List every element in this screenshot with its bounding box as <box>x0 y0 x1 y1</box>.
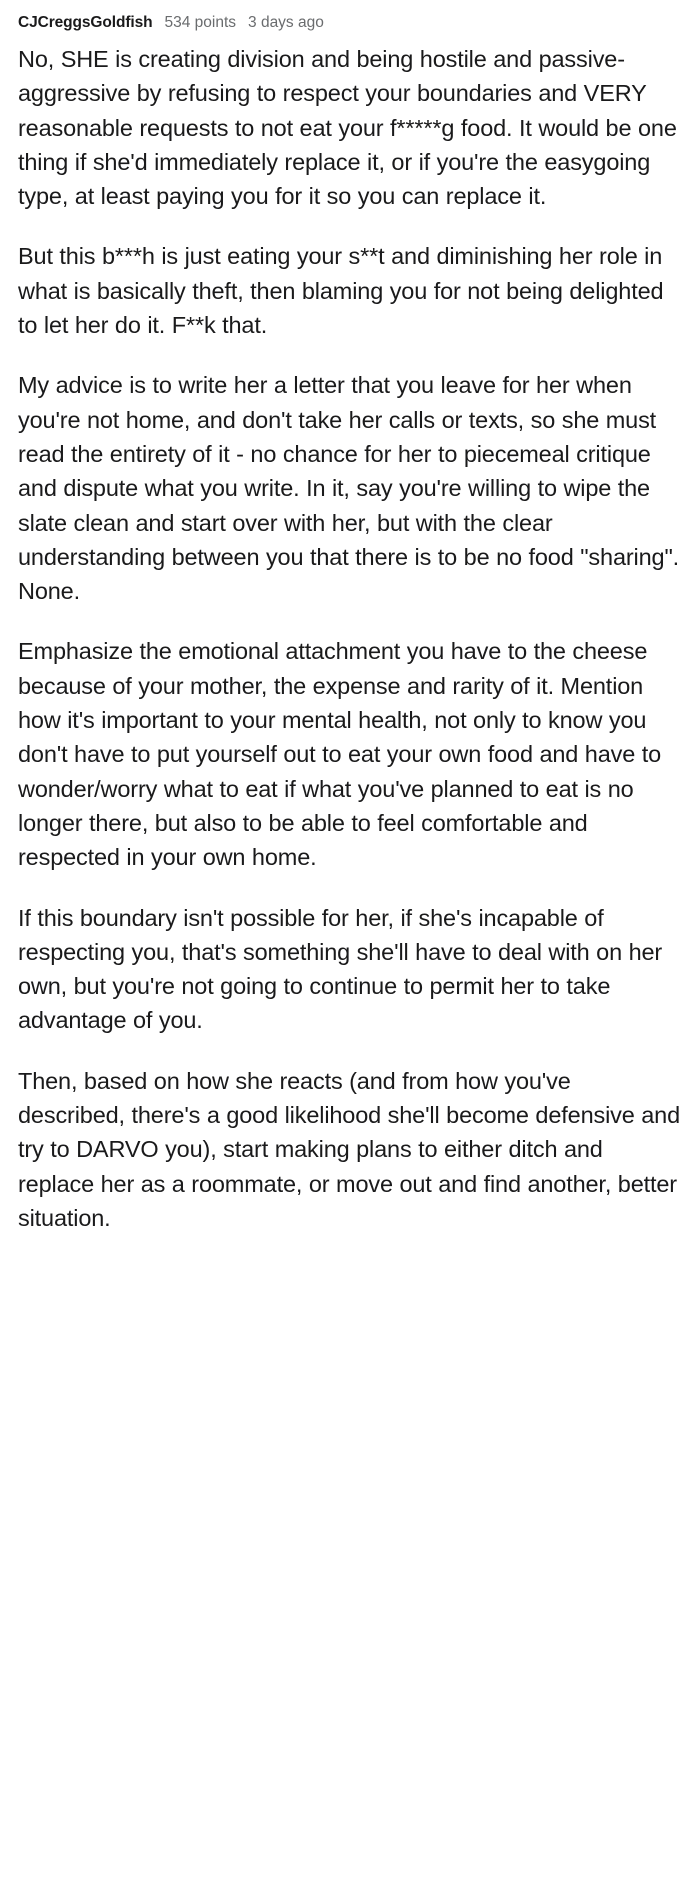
comment-paragraph: No, SHE is creating division and being hostile and passive-aggressive by refusing to respect your boundaries and VERY reasonable requests to not eat your f*****g food. It would be one thing if she'd immediately replace it, or if you're the easygoing type, at least paying you for it so you can replace it. <box>18 46 677 210</box>
comment-author[interactable]: CJCreggsGoldfish <box>18 14 153 31</box>
comment-body <box>18 42 682 1235</box>
comment-header <box>18 14 682 32</box>
comment-paragraph: My advice is to write her a letter that you leave for her when you're not home, and don't take her calls or texts, so she must read the entirety of it - no chance for her to piecemeal critique and dispute what you write. In it, say you're willing to wipe the slate clean and start over with her, but with the clear understanding between you that there is to be no food "sharing". None. <box>18 372 680 605</box>
comment-paragraph: But this b***h is just eating your s**t and diminishing her role in what is basically theft, then blaming you for not being delighted to let her do it. F**k that. <box>18 243 664 339</box>
comment-paragraph: Emphasize the emotional attachment you have to the cheese because of your mother, the expense and rarity of it. Mention how it's important to your mental health, not only to know you don't have to put yourself out to eat your own food and have to wonder/worry what to eat if what you've planned to eat is no longer there, but also to be able to feel comfortable and respected in your own home. <box>18 638 662 871</box>
comment-paragraph: If this boundary isn't possible for her, if she's incapable of respecting you, that's something she'll have to deal with on her own, but you're not going to continue to permit her to take advantage of you. <box>18 904 663 1034</box>
comment-timestamp: 3 days ago <box>248 14 324 31</box>
comment-paragraph: Then, based on how she reacts (and from how you've described, there's a good likelihood she'll become defensive and try to DARVO you), start making plans to either ditch and replace her as a roommate, or move out and find another, better situation. <box>18 1067 681 1231</box>
comment-score: 534 points <box>164 14 237 31</box>
